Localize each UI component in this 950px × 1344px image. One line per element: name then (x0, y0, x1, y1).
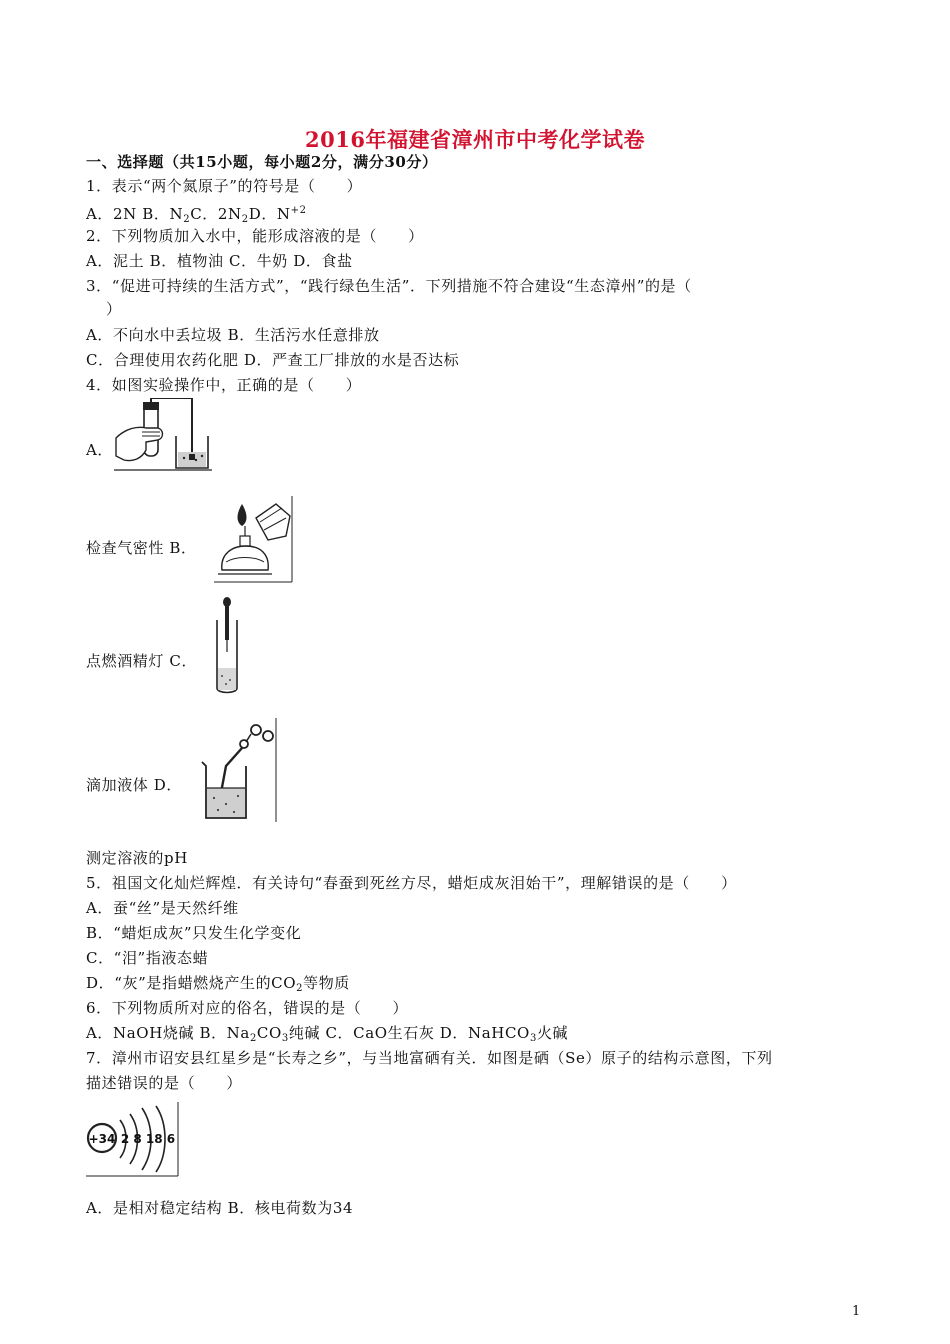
q2-stem: 2．下列物质加入水中，能形成溶液的是（ ） (86, 227, 424, 245)
q5-stem: 5．祖国文化灿烂辉煌．有关诗句“春蚕到死丝方尽，蜡炬成灰泪始干”，理解错误的是（ ） (86, 874, 737, 892)
q1-stem: 1．表示“两个氮原子”的符号是（ ） (86, 177, 363, 195)
section-heading: 一、选择题（共15小题，每小题2分，满分30分） (86, 153, 438, 171)
q3-options-line1: A．不向水中丢垃圾 B．生活污水任意排放 (86, 326, 380, 344)
selenium-atom-structure-figure (86, 1102, 180, 1178)
q3-stem-line2: ） (106, 300, 122, 318)
q1-options: A．2N B．$N_2C$．$2N_2D$．$N^{+2}$ (86, 205, 307, 225)
page-number: 1 (852, 1304, 861, 1319)
airtightness-check-figure (112, 398, 214, 472)
q4-label-d: 滴加液体 D． (86, 776, 182, 794)
alcohol-lamp-figure (212, 496, 296, 584)
q5-option-a: A．蚕“丝”是天然纤维 (86, 899, 239, 917)
q4-label-b: 检查气密性 B． (86, 539, 197, 557)
q3-options-line2: C．合理使用农药化肥 D．严查工厂排放的水是否达标 (86, 351, 460, 369)
q2-options: A．泥土 B．植物油 C．牛奶 D．食盐 (86, 252, 353, 270)
q5-option-d: D．“灰”是指蜡燃烧产生的$CO_2$等物质 (86, 974, 350, 994)
q5-option-b: B．“蜡炬成灰”只发生化学变化 (86, 924, 302, 942)
q6-options: A．NaOH烧碱 B．$Na_2CO_3$纯碱 C．CaO生石灰 D．NaHCO$_3$火碱 (86, 1024, 569, 1044)
page-title: 2016年福建省漳州市中考化学试卷 (305, 127, 645, 152)
q7-stem-line2: 描述错误的是（ ） (86, 1074, 243, 1092)
q4-label-c: 点燃酒精灯 C． (86, 652, 198, 670)
ph-measure-figure (196, 718, 280, 822)
q4-label-a: A． (86, 441, 114, 459)
dropper-test-tube-figure (212, 596, 242, 696)
q7-stem-line1: 7．漳州市诏安县红星乡是“长寿之乡”，与当地富硒有关．如图是硒（Se）原子的结构示意图，下列 (86, 1049, 773, 1067)
q7-options: A．是相对稳定结构 B．核电荷数为34 (86, 1199, 354, 1217)
nucleus-label: +34 (88, 1132, 116, 1146)
q6-stem: 6．下列物质所对应的俗名，错误的是（ ） (86, 999, 409, 1017)
q4-stem: 4．如图实验操作中，正确的是（ ） (86, 376, 362, 394)
q4-label-end: 测定溶液的pH (86, 849, 188, 867)
q3-stem-line1: 3．“促进可持续的生活方式”，“践行绿色生活”．下列措施不符合建设“生态漳州”的是（ (86, 277, 692, 295)
shell-electron-counts: 2 8 18 6 (120, 1132, 176, 1146)
q5-option-c: C．“泪”指液态蜡 (86, 949, 209, 967)
